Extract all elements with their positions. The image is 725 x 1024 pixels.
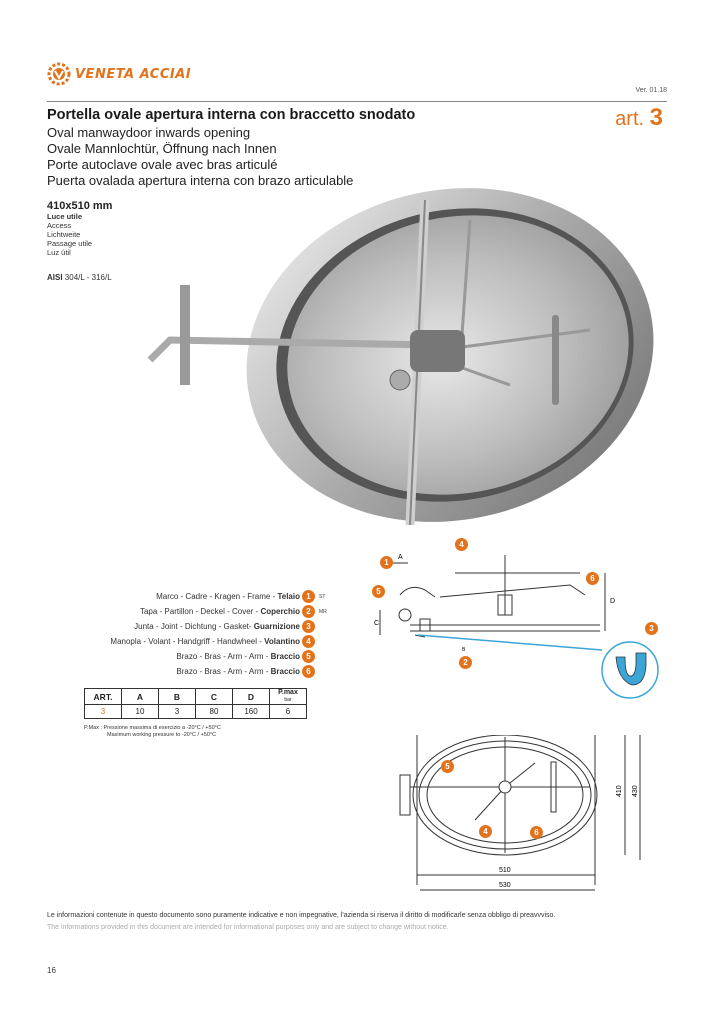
dim-C-label: C	[374, 620, 380, 627]
disclaimer-italian: Le informazioni contenute in questo documento sono puramente indicative e non impegnative, l'azienda si riserva il diritto di modificarle senza obbligo di preavvviso.	[47, 912, 556, 919]
parts-material: MR	[319, 609, 327, 615]
spec-header: C	[196, 689, 233, 705]
note-line-2: Maximum working pressure to -20°C / +50°C	[107, 732, 217, 738]
parts-number-badge: 6	[302, 665, 315, 678]
aisi-value: 304/L - 316/L	[64, 273, 112, 282]
size-label: 410x510 mm	[47, 200, 113, 212]
article-number	[615, 104, 663, 132]
spec-header: D	[233, 689, 270, 705]
callout-5-badge: 5	[372, 585, 385, 598]
side-section-drawing	[370, 535, 670, 705]
callout-1-badge: 1	[380, 556, 393, 569]
callout-4-badge: 4	[455, 538, 468, 551]
dim-B-label: B	[462, 647, 466, 653]
aisi-label: AISI	[47, 273, 63, 282]
article-value: 3	[649, 104, 663, 131]
parts-row	[60, 667, 300, 676]
article-prefix: art.	[615, 108, 645, 130]
parts-material: ST	[319, 594, 326, 600]
spec-header: B	[159, 689, 196, 705]
parts-row	[60, 637, 300, 646]
parts-text: Manopla - Volant - Handgriff - Handwheel -	[110, 637, 265, 646]
spec-header-row	[85, 689, 307, 705]
parts-name-it: Volantino	[264, 637, 300, 646]
parts-text: Tapa - Partillon - Deckel - Cover -	[139, 607, 261, 616]
title-italian: Portella ovale apertura interna con braccetto snodato	[47, 107, 416, 123]
spec-cell: 6	[270, 705, 307, 719]
parts-text: Brazo - Bras - Arm - Arm -	[176, 652, 271, 661]
parts-name-it: Coperchio	[260, 607, 300, 616]
parts-name-it: Telaio	[277, 592, 300, 601]
title-french: Porte autoclave ovale avec bras articulé	[47, 157, 278, 172]
parts-number-badge: 3	[302, 620, 315, 633]
spec-table	[84, 688, 307, 719]
callout-6-front-badge: 6	[530, 826, 543, 839]
title-english: Oval manwaydoor inwards opening	[47, 125, 251, 140]
pmax-unit: bar	[284, 697, 292, 703]
spec-data-row	[85, 705, 307, 719]
callout-5-front-badge: 5	[441, 760, 454, 773]
parts-text: Brazo - Bras - Arm - Arm -	[176, 667, 271, 676]
parts-number-badge: 4	[302, 635, 315, 648]
front-view-drawing	[385, 735, 655, 900]
disclaimer-english: The informations provided in this document are intended for informational purposes only and are subject to change without notice.	[47, 924, 449, 931]
spec-header: A	[122, 689, 159, 705]
header-divider	[47, 101, 667, 102]
spec-cell: 160	[233, 705, 270, 719]
dim-510: 510	[499, 867, 511, 874]
parts-text: Marco - Cadre - Kragen - Frame -	[156, 592, 278, 601]
dim-A-label: A	[398, 554, 403, 561]
parts-row	[60, 607, 300, 616]
access-italian: Luce utile	[47, 212, 83, 221]
callout-6-badge: 6	[586, 572, 599, 585]
note-line-1: P.Max : Pressione massima di esercizio a -20°C / +50°C	[84, 725, 221, 731]
dim-D-label: D	[610, 598, 616, 605]
parts-row	[60, 592, 300, 601]
callout-3-badge: 3	[645, 622, 658, 635]
access-german: Lichtweite	[47, 230, 81, 239]
parts-text: Junta - Joint - Dichtung - Gasket-	[134, 622, 254, 631]
parts-number-badge: 1	[302, 590, 315, 603]
parts-number-badge: 2	[302, 605, 315, 618]
spec-cell: 3	[159, 705, 196, 719]
gear-logo-icon	[47, 62, 71, 86]
spec-cell: 10	[122, 705, 159, 719]
parts-name-it: Guarnizione	[253, 622, 300, 631]
access-spanish: Luz útil	[47, 248, 71, 257]
title-german: Ovale Mannlochtür, Öffnung nach Innen	[47, 141, 277, 156]
aisi-spec	[47, 273, 112, 282]
access-english: Access	[47, 221, 72, 230]
title-spanish: Puerta ovalada apertura interna con brazo articulable	[47, 173, 354, 188]
spec-cell: 80	[196, 705, 233, 719]
parts-row	[60, 622, 300, 631]
parts-name-it: Braccio	[270, 652, 300, 661]
callout-2-badge: 2	[459, 656, 472, 669]
page-number: 16	[47, 966, 56, 975]
version-label: Ver. 01.18	[635, 87, 667, 94]
access-french: Passage utile	[47, 239, 93, 248]
spec-header-pmax	[270, 689, 307, 705]
pmax-label: P.max	[278, 689, 298, 696]
brand-name: VENETA ACCIAI	[75, 66, 192, 82]
dim-430: 430	[632, 785, 639, 797]
parts-row	[60, 652, 300, 661]
product-photo	[140, 180, 680, 550]
parts-number-badge: 5	[302, 650, 315, 663]
parts-name-it: Braccio	[270, 667, 300, 676]
spec-cell: 3	[85, 705, 122, 719]
spec-header: ART.	[85, 689, 122, 705]
dim-410: 410	[616, 785, 623, 797]
dim-530: 530	[499, 882, 511, 889]
brand-logo	[47, 62, 191, 86]
callout-4-front-badge: 4	[479, 825, 492, 838]
